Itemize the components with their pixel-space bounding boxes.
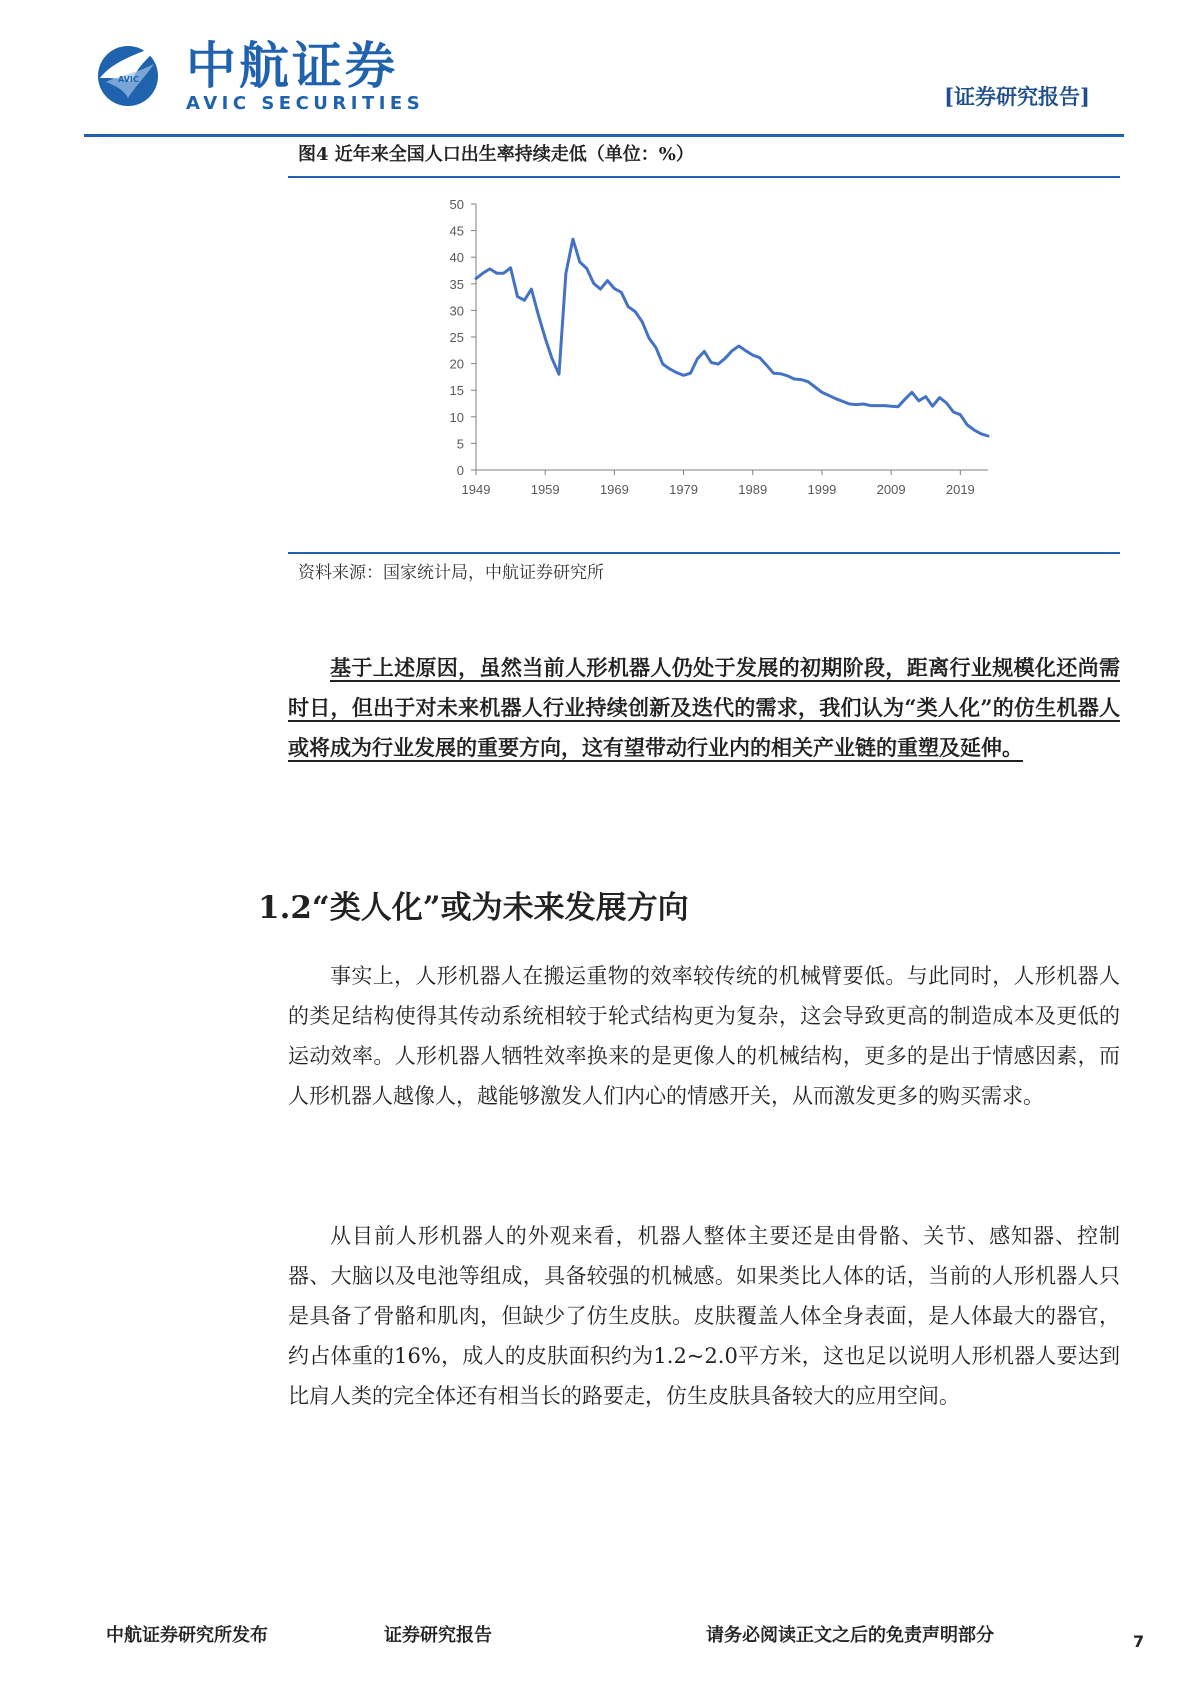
y-tick-label: 35 <box>449 276 464 292</box>
logo-chinese-name: 中航证券 <box>186 37 398 95</box>
body-paragraph-efficiency: 事实上，人形机器人在搬运重物的效率较传统的机械臂要低。与此同时，人形机器人的类足结构使得其传动系统相较于轮式结构更为复杂，这会导致更高的制造成本及更低的运动效率。人形机器人牺牲效率换来的是更像人的机械结构，更多的是出于情感因素，而人形机器人越像人，越能够激发人们内心的情感开关，从而激发更多的购买需求。 <box>288 964 1120 1108</box>
y-tick-label: 15 <box>449 383 464 399</box>
x-tick-label: 1959 <box>530 482 560 497</box>
footer-publisher: 中航证券研究所发布 <box>106 1625 268 1646</box>
x-tick-label: 2019 <box>945 482 975 497</box>
y-tick-label: 20 <box>449 356 464 372</box>
y-tick-label: 40 <box>449 250 464 266</box>
logo-english-name: AVIC SECURITIES <box>186 93 425 114</box>
figure-title: 图4 近年来全国人口出生率持续走低（单位：%） <box>298 144 694 165</box>
logo-badge-text: AVIC <box>118 75 139 84</box>
x-axis <box>462 470 988 497</box>
birth-rate-series-line <box>476 239 988 436</box>
y-tick-label: 5 <box>456 436 464 452</box>
avic-logo-icon <box>92 38 164 110</box>
x-tick-label: 1969 <box>599 482 629 497</box>
footer-doc-type: 证券研究报告 <box>384 1625 492 1646</box>
page-number: 7 <box>1133 1632 1145 1651</box>
y-tick-label: 45 <box>449 223 464 239</box>
figure-bottom-divider <box>288 552 1120 554</box>
footer-disclaimer: 请务必阅读正文之后的免责声明部分 <box>706 1625 994 1646</box>
y-tick-label: 30 <box>449 303 464 319</box>
y-axis <box>450 197 476 478</box>
section-heading: 1.2“类人化”或为未来发展方向 <box>258 890 689 926</box>
x-tick-label: 1949 <box>461 482 491 497</box>
conclusion-text: 基于上述原因，虽然当前人形机器人仍处于发展的初期阶段，距离行业规模化还尚需时日，但出于对未来机器人行业持续创新及迭代的需求，我们认为“类人化”的仿生机器人或将成为行业发展的重要方向，这有望带动行业内的相关产业链的重塑及延伸。 <box>288 655 1120 760</box>
birth-rate-line-chart <box>420 190 1020 540</box>
body-paragraph-skin: 从目前人形机器人的外观来看，机器人整体主要还是由骨骼、关节、感知器、控制器、大脑以及电池等组成，具备较强的机械感。如果类比人体的话，当前的人形机器人只是具备了骨骼和肌肉，但缺少了仿生皮肤。皮肤覆盖人体全身表面，是人体最大的器官，约占体重的16%，成人的皮肤面积约为1.2~2.0平方米，这也足以说明人形机器人要达到比肩人类的完全体还有相当长的路要走，仿生皮肤具备较大的应用空间。 <box>288 1224 1120 1408</box>
y-tick-label: 0 <box>456 463 464 478</box>
y-tick-label: 25 <box>449 330 464 345</box>
series-layer <box>476 239 988 436</box>
x-tick-label: 1979 <box>669 482 699 497</box>
figure-source: 资料来源：国家统计局，中航证券研究所 <box>298 563 604 583</box>
x-tick-label: 1999 <box>807 482 837 497</box>
x-tick-label: 1989 <box>738 482 768 497</box>
y-tick-label: 10 <box>449 409 464 425</box>
x-tick-label: 2009 <box>876 482 906 497</box>
header-divider <box>84 134 1124 137</box>
report-type-tag: [证券研究报告] <box>944 84 1090 109</box>
y-tick-label: 50 <box>449 197 464 212</box>
figure-top-divider <box>288 176 1120 178</box>
conclusion-paragraph <box>288 648 1120 768</box>
